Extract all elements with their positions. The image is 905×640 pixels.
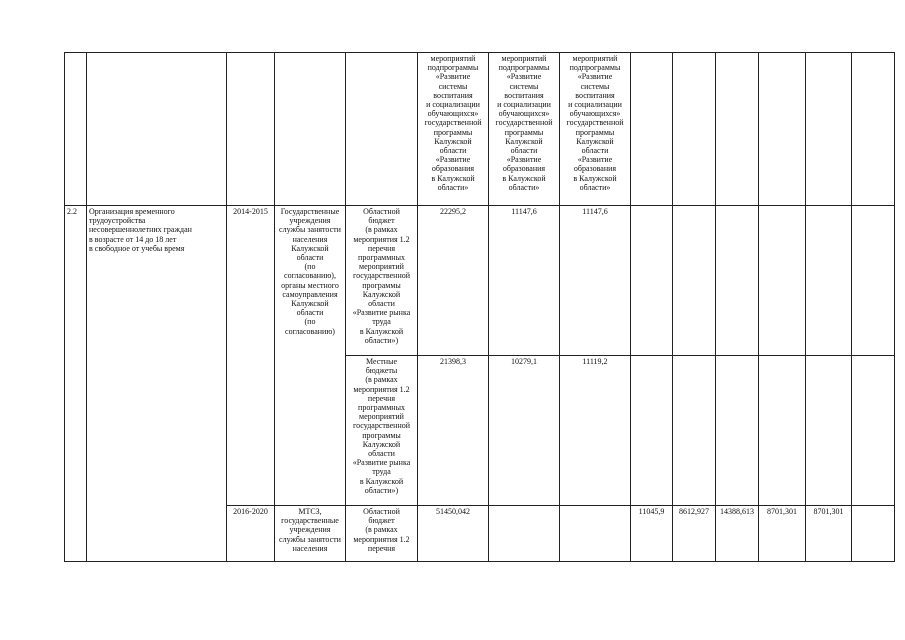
value-cell [631,206,673,356]
funding-source: Областной бюджет (в рамках мероприятия 1.2 перечня программных мероприятий государственной программы Калужской области «Развитие рынка труда в Калужской области») [346,206,418,356]
number-cell [65,53,87,206]
source-cell [346,53,418,206]
value-cell [806,356,852,506]
period-years: 2016-2020 [227,506,275,562]
value-cell [489,506,560,562]
value-cell [806,53,852,206]
total-value: 22295,2 [418,206,489,356]
value-cell [631,356,673,506]
item-number: 2.2 [65,206,87,562]
title-cell [87,53,227,206]
value-cell [716,356,759,506]
value-cell [759,206,806,356]
year-value: 8701,301 [806,506,852,562]
value-cell [852,506,895,562]
funding-text-cell: мероприятий подпрограммы «Развитие системы воспитания и социализации обучающихся» государственной программы Калужской области «Развитие образования в Калужской области» [418,53,489,206]
value-cell [560,506,631,562]
executors: МТСЗ, государственные учреждения службы занятости населения [275,506,346,562]
table-row [65,53,895,206]
year-value: 14388,613 [716,506,759,562]
executors: Государственные учреждения службы занятости населения Калужской области (по согласованию), органы местного самоуправления Калужской области (по согласованию) [275,206,346,506]
value-cell [673,53,716,206]
year-value: 11119,2 [560,356,631,506]
funding-text-cell: мероприятий подпрограммы «Развитие системы воспитания и социализации обучающихся» государственной программы Калужской области «Развитие образования в Калужской области» [489,53,560,206]
value-cell [716,53,759,206]
years-cell [227,53,275,206]
value-cell [759,53,806,206]
period-years: 2014-2015 [227,206,275,506]
funding-text-cell: мероприятий подпрограммы «Развитие системы воспитания и социализации обучающихся» государственной программы Калужской области «Развитие образования в Калужской области» [560,53,631,206]
executors-cell [275,53,346,206]
year-value: 10279,1 [489,356,560,506]
year-value: 8612,927 [673,506,716,562]
funding-source: Местные бюджеты (в рамках мероприятия 1.2 перечня программных мероприятий государственной программы Калужской области «Развитие рынка труда в Калужской области») [346,356,418,506]
value-cell [673,356,716,506]
total-value: 21398,3 [418,356,489,506]
table-row [65,206,895,356]
year-value: 11045,9 [631,506,673,562]
value-cell [806,206,852,356]
funding-source: Областной бюджет (в рамках мероприятия 1.2 перечня [346,506,418,562]
year-value: 11147,6 [489,206,560,356]
value-cell [852,356,895,506]
value-cell [852,53,895,206]
program-table [64,52,895,562]
value-cell [716,206,759,356]
value-cell [759,356,806,506]
value-cell [852,206,895,356]
total-value: 51450,042 [418,506,489,562]
year-value: 11147,6 [560,206,631,356]
item-title: Организация временного трудоустройства несовершеннолетних граждан в возрасте от 14 до 18 лет в свободное от учебы время [87,206,227,562]
value-cell [631,53,673,206]
value-cell [673,206,716,356]
year-value: 8701,301 [759,506,806,562]
